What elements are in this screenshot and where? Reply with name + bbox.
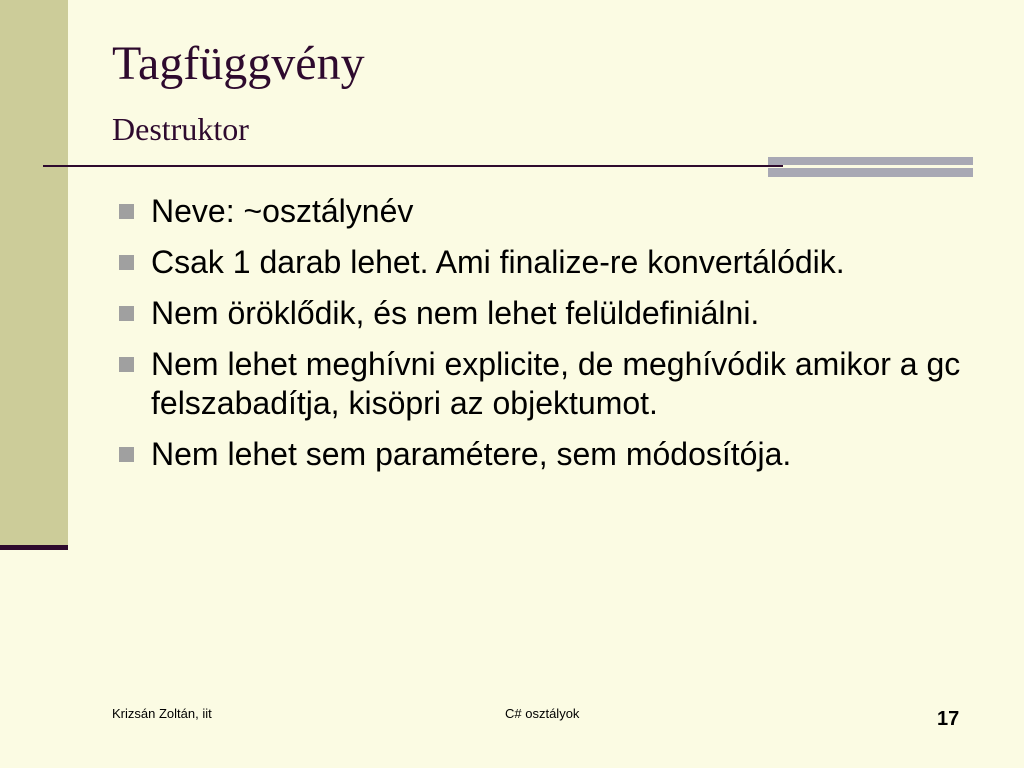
bullet-text: Nem öröklődik, és nem lehet felüldefiniálni. [151, 295, 760, 331]
bullet-item [115, 345, 975, 423]
bullet-text: Nem lehet meghívni explicite, de meghívódik amikor a gc felszabadítja, kisöpri az objektumot. [151, 346, 961, 421]
accent-bar-bottom [768, 168, 973, 177]
page-number: 17 [937, 708, 960, 730]
bullet-text: Neve: ~osztálynév [151, 193, 414, 229]
square-bullet-icon [119, 204, 134, 219]
bullet-list [115, 192, 975, 486]
square-bullet-icon [119, 255, 134, 270]
bullet-item [115, 192, 975, 231]
left-decor-band [0, 0, 68, 545]
square-bullet-icon [119, 357, 134, 372]
square-bullet-icon [119, 447, 134, 462]
bullet-item [115, 294, 975, 333]
slide-title: Tagfüggvény [112, 37, 365, 90]
footer-topic: C# osztályok [505, 706, 580, 721]
left-decor-line [0, 545, 68, 550]
bullet-text: Nem lehet sem paramétere, sem módosítója. [151, 436, 792, 472]
square-bullet-icon [119, 306, 134, 321]
title-divider [43, 165, 783, 167]
bullet-item [115, 243, 975, 282]
bullet-text: Csak 1 darab lehet. Ami finalize-re konvertálódik. [151, 244, 845, 280]
slide-subtitle: Destruktor [112, 111, 249, 147]
bullet-item [115, 435, 975, 474]
accent-bar-top [768, 157, 973, 165]
footer-author: Krizsán Zoltán, iit [112, 706, 212, 721]
